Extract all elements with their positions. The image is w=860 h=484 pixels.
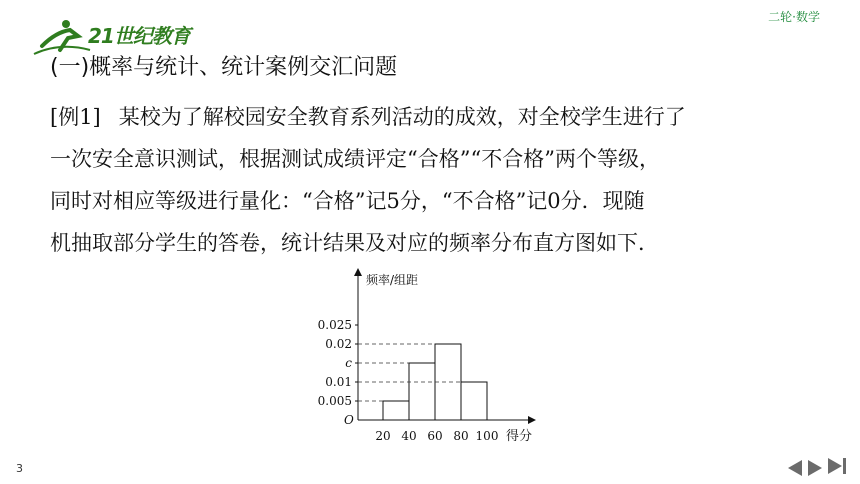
y-axis-arrow: [354, 268, 362, 276]
origin-label: O: [344, 413, 354, 427]
problem-line-3: 同时对相应等级进行量化：“合格”记5分，“不合格”记0分．现随: [50, 189, 645, 213]
x-tick-label-1: 20: [375, 429, 391, 443]
problem-line-1: [例1] 某校为了解校园安全教育系列活动的成效，对全校学生进行了: [50, 105, 686, 129]
course-tag: 二轮·数学: [768, 10, 820, 24]
problem-text: [50, 96, 840, 264]
y-tick-label-5: 0.025: [317, 318, 352, 332]
problem-line-4: 机抽取部分学生的答卷，统计结果及对应的频率分布直方图如下．: [50, 231, 659, 255]
x-tick-label-5: 100: [475, 429, 499, 443]
page-number: 3: [16, 462, 23, 475]
y-axis-label: 频率/组距: [366, 273, 419, 287]
histogram: [300, 262, 550, 450]
runner-icon: [34, 20, 90, 54]
last-slide-icon[interactable]: [828, 458, 846, 478]
logo-text: 21世纪教育: [88, 24, 190, 48]
x-axis-arrow: [528, 416, 536, 424]
section-title: (一)概率与统计、统计案例交汇问题: [50, 55, 398, 80]
histogram-bar-1: [383, 401, 409, 420]
slide-nav: [788, 458, 846, 478]
x-tick-label-3: 60: [427, 429, 443, 443]
y-tick-label-3: c: [345, 356, 352, 370]
problem-line-2: 一次安全意识测试，根据测试成绩评定“合格”“不合格”两个等级，: [50, 147, 660, 171]
x-tick-label-2: 40: [401, 429, 417, 443]
histogram-bar-4: [461, 382, 487, 420]
y-tick-label-2: 0.01: [325, 375, 352, 389]
histogram-bar-2: [409, 363, 435, 420]
y-tick-label-1: 0.005: [317, 394, 352, 408]
next-slide-icon[interactable]: [808, 460, 822, 476]
x-axis-label: 得分: [506, 429, 533, 444]
x-tick-label-4: 80: [453, 429, 469, 443]
prev-slide-icon[interactable]: [788, 460, 802, 476]
y-tick-label-4: 0.02: [325, 337, 352, 351]
example-label: [例1]: [50, 105, 101, 129]
